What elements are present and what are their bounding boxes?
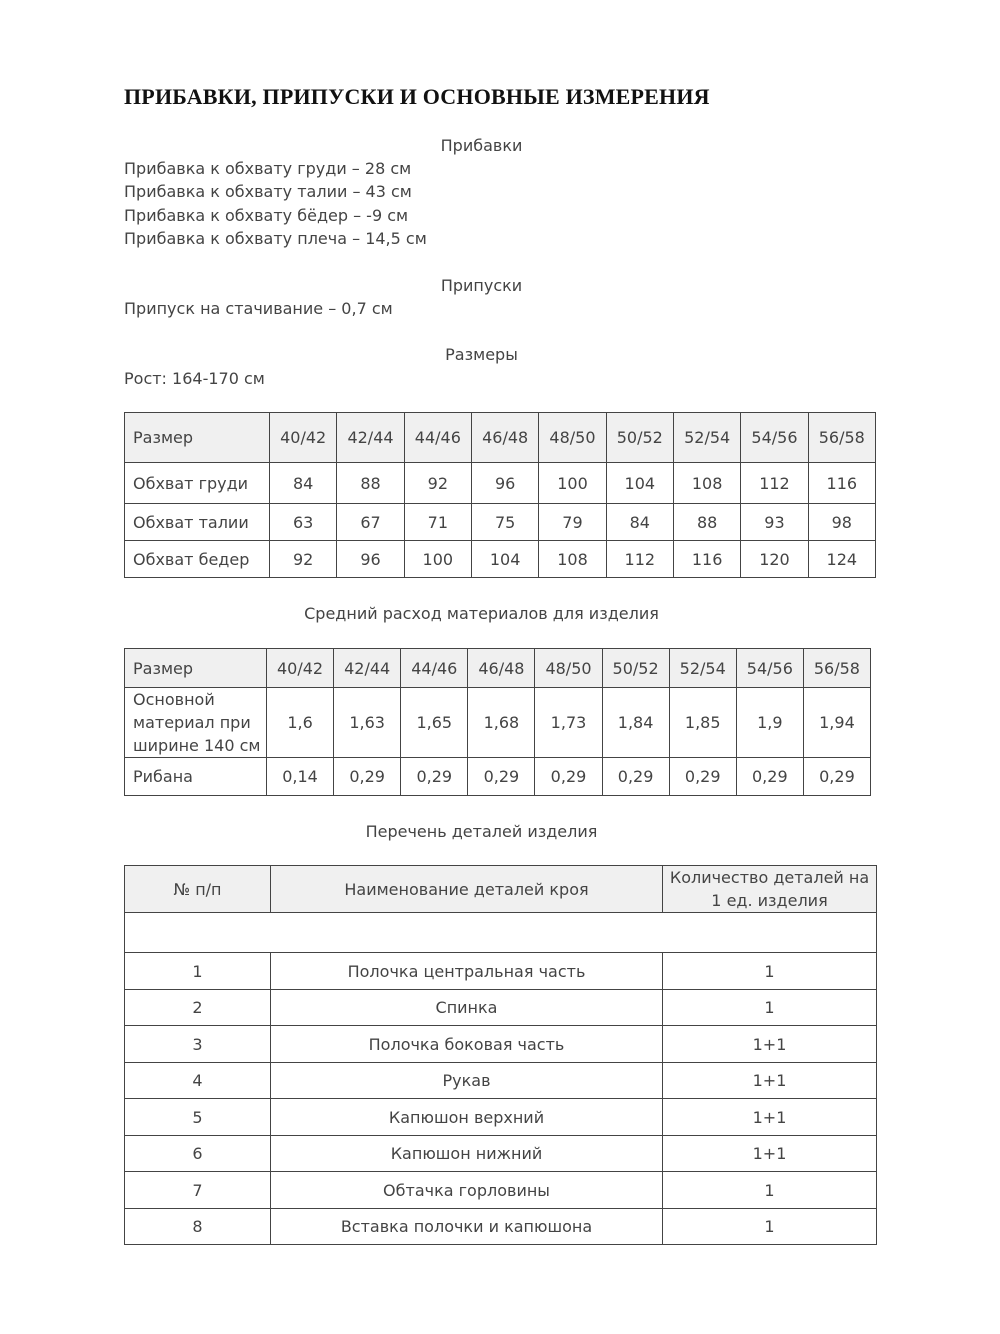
table-row xyxy=(125,504,876,541)
table-row xyxy=(125,1136,877,1172)
size-header-cell: 46/48 xyxy=(471,413,538,463)
table-cell: 96 xyxy=(471,463,538,504)
size-table-header-row xyxy=(125,413,876,463)
table-cell: 100 xyxy=(404,541,471,578)
size-header-cell: 56/58 xyxy=(808,413,875,463)
table-cell: 1,9 xyxy=(736,688,803,758)
table-cell: 0,29 xyxy=(669,758,736,796)
table-cell: 1,6 xyxy=(267,688,334,758)
part-qty: 1 xyxy=(663,990,877,1026)
table-row xyxy=(125,990,877,1026)
row-label: Обхват талии xyxy=(125,504,270,541)
table-cell: 0,29 xyxy=(803,758,870,796)
empty-row xyxy=(125,913,877,953)
table-cell: 120 xyxy=(741,541,808,578)
table-row xyxy=(125,1099,877,1136)
table-cell: 71 xyxy=(404,504,471,541)
table-row xyxy=(125,1172,877,1209)
height-line: Рост: 164-170 см xyxy=(124,369,265,388)
table-cell: 96 xyxy=(337,541,404,578)
allowance-line: Прибавка к обхвату плеча – 14,5 см xyxy=(124,229,427,248)
table-cell: 75 xyxy=(471,504,538,541)
part-name: Капюшон нижний xyxy=(271,1136,663,1172)
table-cell: 88 xyxy=(673,504,740,541)
materials-heading: Средний расход материалов для изделия xyxy=(304,604,659,623)
table-cell: 100 xyxy=(539,463,606,504)
table-cell: 79 xyxy=(539,504,606,541)
allowance-line: Прибавка к обхвату груди – 28 см xyxy=(124,159,412,178)
sizes-heading: Размеры xyxy=(445,345,518,364)
parts-heading: Перечень деталей изделия xyxy=(365,822,598,841)
part-qty: 1 xyxy=(663,1209,877,1245)
table-cell: 84 xyxy=(270,463,337,504)
materials-header-label: Размер xyxy=(125,649,267,688)
table-cell: 1,63 xyxy=(334,688,401,758)
materials-header-row xyxy=(125,649,871,688)
row-label: Обхват груди xyxy=(125,463,270,504)
part-name: Полочка центральная часть xyxy=(271,953,663,990)
part-num: 3 xyxy=(125,1026,271,1063)
size-header-label: Размер xyxy=(125,413,270,463)
parts-table xyxy=(124,865,877,1245)
table-cell: 92 xyxy=(404,463,471,504)
part-num: 7 xyxy=(125,1172,271,1209)
size-header-cell: 40/42 xyxy=(267,649,334,688)
table-row xyxy=(125,463,876,504)
row-label-line: Основной xyxy=(133,690,215,709)
part-num: 2 xyxy=(125,990,271,1026)
size-table xyxy=(124,412,876,578)
part-name: Рукав xyxy=(271,1063,663,1099)
table-cell: 116 xyxy=(673,541,740,578)
table-cell: 108 xyxy=(673,463,740,504)
size-header-cell: 44/46 xyxy=(404,413,471,463)
table-cell: 84 xyxy=(606,504,673,541)
table-cell: 88 xyxy=(337,463,404,504)
col-num-header: № п/п xyxy=(125,866,271,913)
size-header-cell: 40/42 xyxy=(270,413,337,463)
allowance-line: Прибавка к обхвату бёдер – -9 см xyxy=(124,206,409,225)
size-header-cell: 48/50 xyxy=(535,649,602,688)
table-row xyxy=(125,688,871,758)
row-label-line: материал при xyxy=(133,713,251,732)
materials-table xyxy=(124,648,871,796)
size-header-cell: 42/44 xyxy=(334,649,401,688)
row-label: Обхват бедер xyxy=(125,541,270,578)
table-cell: 0,29 xyxy=(736,758,803,796)
table-cell: 0,29 xyxy=(401,758,468,796)
size-header-cell: 42/44 xyxy=(337,413,404,463)
table-cell: 93 xyxy=(741,504,808,541)
table-cell: 104 xyxy=(471,541,538,578)
allowance-line: Прибавка к обхвату талии – 43 см xyxy=(124,182,412,201)
page-title: ПРИБАВКИ, ПРИПУСКИ И ОСНОВНЫЕ ИЗМЕРЕНИЯ xyxy=(124,84,710,109)
table-cell: 0,29 xyxy=(602,758,669,796)
seams-heading: Припуски xyxy=(440,276,523,295)
parts-header-row xyxy=(125,866,877,913)
table-cell: 104 xyxy=(606,463,673,504)
table-row xyxy=(125,953,877,990)
part-num: 6 xyxy=(125,1136,271,1172)
table-cell: 0,29 xyxy=(468,758,535,796)
table-cell: 124 xyxy=(808,541,875,578)
part-num: 5 xyxy=(125,1099,271,1136)
size-header-cell: 48/50 xyxy=(539,413,606,463)
col-qty-header-line: Количество деталей на xyxy=(669,868,870,887)
part-num: 4 xyxy=(125,1063,271,1099)
table-cell: 108 xyxy=(539,541,606,578)
size-header-cell: 54/56 xyxy=(736,649,803,688)
table-cell: 112 xyxy=(606,541,673,578)
part-num: 8 xyxy=(125,1209,271,1245)
table-cell: 1,85 xyxy=(669,688,736,758)
table-row xyxy=(125,758,871,796)
table-cell: 116 xyxy=(808,463,875,504)
part-name: Капюшон верхний xyxy=(271,1099,663,1136)
table-row xyxy=(125,1063,877,1099)
col-name-header: Наименование деталей кроя xyxy=(271,866,663,913)
table-cell: 63 xyxy=(270,504,337,541)
row-label xyxy=(125,688,267,758)
table-cell: 98 xyxy=(808,504,875,541)
part-name: Полочка боковая часть xyxy=(271,1026,663,1063)
part-name: Обтачка горловины xyxy=(271,1172,663,1209)
table-row xyxy=(125,1026,877,1063)
table-cell: 92 xyxy=(270,541,337,578)
table-cell: 1,73 xyxy=(535,688,602,758)
col-qty-header-line: 1 ед. изделия xyxy=(711,891,828,910)
part-qty: 1+1 xyxy=(663,1063,877,1099)
part-num: 1 xyxy=(125,953,271,990)
seam-line: Припуск на стачивание – 0,7 см xyxy=(124,299,393,318)
table-cell: 0,14 xyxy=(267,758,334,796)
part-qty: 1 xyxy=(663,1172,877,1209)
row-label-line: ширине 140 см xyxy=(133,736,261,755)
table-cell: 0,29 xyxy=(334,758,401,796)
part-qty: 1 xyxy=(663,953,877,990)
part-name: Спинка xyxy=(271,990,663,1026)
table-row xyxy=(125,541,876,578)
table-cell: 1,65 xyxy=(401,688,468,758)
size-header-cell: 46/48 xyxy=(468,649,535,688)
size-header-cell: 56/58 xyxy=(803,649,870,688)
part-qty: 1+1 xyxy=(663,1136,877,1172)
table-cell: 112 xyxy=(741,463,808,504)
table-cell: 1,84 xyxy=(602,688,669,758)
size-header-cell: 50/52 xyxy=(602,649,669,688)
size-header-cell: 50/52 xyxy=(606,413,673,463)
part-qty: 1+1 xyxy=(663,1099,877,1136)
size-header-cell: 44/46 xyxy=(401,649,468,688)
table-cell: 1,94 xyxy=(803,688,870,758)
size-header-cell: 54/56 xyxy=(741,413,808,463)
table-cell: 0,29 xyxy=(535,758,602,796)
size-header-cell: 52/54 xyxy=(673,413,740,463)
part-name: Вставка полочки и капюшона xyxy=(271,1209,663,1245)
size-header-cell: 52/54 xyxy=(669,649,736,688)
allowances-heading: Прибавки xyxy=(440,136,523,155)
table-cell: 67 xyxy=(337,504,404,541)
table-cell: 1,68 xyxy=(468,688,535,758)
col-qty-header xyxy=(663,866,877,913)
part-qty: 1+1 xyxy=(663,1026,877,1063)
table-row xyxy=(125,1209,877,1245)
empty-cell xyxy=(125,913,877,953)
row-label: Рибана xyxy=(125,758,267,796)
